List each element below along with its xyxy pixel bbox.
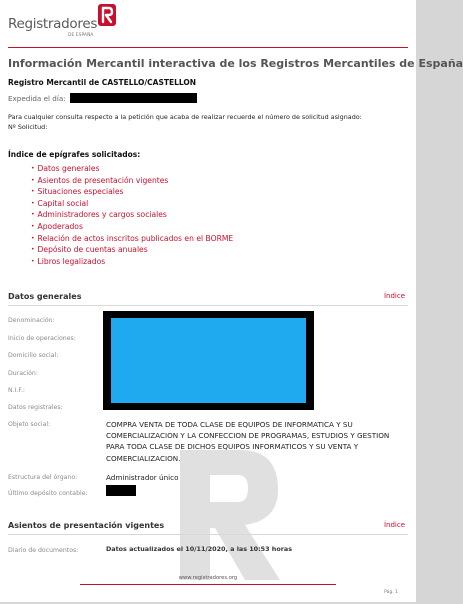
diario-value: Datos actualizados el 10/11/2020, a las 10:53 horas: [106, 545, 293, 553]
index-link-borme[interactable]: • Relación de actos inscritos publicados en el BORME: [31, 233, 233, 245]
label-denominacion: Denominación:: [8, 317, 55, 324]
index-link-situaciones[interactable]: • Situaciones especiales: [31, 186, 233, 198]
label-nif: N.I.F.:: [8, 387, 26, 394]
redacted-date: [70, 93, 197, 103]
document-title: Información Mercantil interactiva de los Registros Mercantiles de España: [8, 57, 463, 70]
index-link-apoderados[interactable]: • Apoderados: [31, 221, 233, 233]
index-list: [31, 163, 233, 267]
label-inicio-operaciones: Inicio de operaciones:: [8, 335, 76, 342]
registradores-logo: [8, 4, 118, 40]
indice-link-asientos[interactable]: Índice: [383, 521, 405, 529]
logo-r-icon: [98, 4, 116, 26]
redacted-company-data: [103, 311, 314, 410]
label-datos-registrales: Datos registrales:: [8, 404, 63, 411]
section-title-datos-generales: Datos generales: [8, 292, 82, 301]
watermark-r-icon: [160, 440, 290, 590]
footer-url[interactable]: www.registradores.org: [178, 575, 238, 581]
label-ultimo-deposito: Último depósito contable:: [8, 490, 88, 497]
objeto-social-value: COMPRA VENTA DE TODA CLASE DE EQUIPOS DE INFORMATICA Y SU COMERCIALIZACION Y LA CONFECCION DE PROGRAMAS, ESTUDIOS Y GESTION PARA TODA CLASE DE DICHOS EQUIPOS INFORMATICOS Y SU VENTA Y COMERCIALIZACION.: [106, 420, 390, 463]
footer-divider: [80, 584, 336, 585]
section-title-asientos: Asientos de presentación vigentes: [8, 521, 165, 530]
index-link-administradores[interactable]: • Administradores y cargos sociales: [31, 209, 233, 221]
logo-subtitle: DE ESPAÑA: [68, 33, 94, 38]
solicitud-label: Nº Solicitud:: [8, 123, 48, 131]
label-estructura-organo: Estructura del órgano:: [8, 474, 78, 481]
registry-name: Registro Mercantil de CASTELLO/CASTELLON: [8, 78, 197, 87]
instructions-text: Para cualquier consulta respecto a la petición que acaba de realizar recuerde el número de solicitud asignado:: [8, 113, 362, 121]
index-link-deposito[interactable]: • Depósito de cuentas anuales: [31, 244, 233, 256]
label-domicilio: Domicilio social:: [8, 352, 59, 359]
redacted-deposito: [106, 485, 136, 496]
header-divider: [8, 47, 408, 48]
label-objeto-social: Objeto social:: [8, 421, 51, 428]
expedida-label: Expedida el día:: [8, 94, 66, 103]
estructura-value: Administrador único: [106, 473, 179, 482]
section-divider: [8, 305, 408, 306]
indice-link-datos-generales[interactable]: Índice: [383, 292, 405, 300]
logo-wordmark: Registradores: [8, 16, 98, 32]
label-duracion: Duración:: [8, 370, 38, 377]
index-link-libros[interactable]: • Libros legalizados: [31, 256, 233, 268]
index-link-asientos[interactable]: • Asientos de presentación vigentes: [31, 175, 233, 187]
index-title: Índice de epígrafes solicitados:: [8, 150, 141, 159]
index-link-datos-generales[interactable]: • Datos generales: [31, 163, 233, 175]
redaction-fill: [111, 318, 306, 403]
instructions-paragraph: [8, 112, 408, 132]
section-divider: [8, 534, 408, 535]
label-diario-documentos: Diario de documentos:: [8, 547, 79, 554]
index-link-capital[interactable]: • Capital social: [31, 198, 233, 210]
page-number: Pág. 1: [384, 590, 398, 595]
